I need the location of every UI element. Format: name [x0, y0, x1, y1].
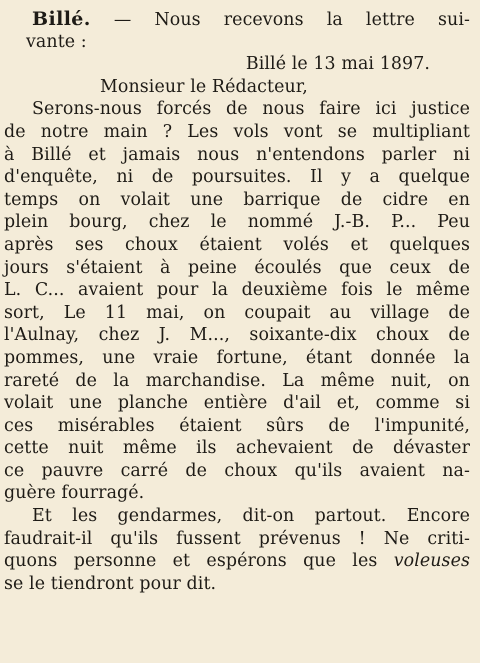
- p1-line: temps on volait une barrique de cidre en: [4, 189, 470, 210]
- p1-line: plein bourg, chez le nommé J.-B. P... Peu: [4, 212, 470, 233]
- p2-line-with-italic: [4, 550, 470, 573]
- paragraph-2: [4, 505, 470, 595]
- p1-line: de notre main ? Les vols vont se multipliant: [4, 121, 470, 142]
- italic-word: voleuses: [393, 551, 470, 572]
- p1-line: jours s'étaient à peine écoulés que ceux de: [4, 257, 470, 278]
- p2-line-text: quons personne et espérons que les: [4, 551, 378, 572]
- p2-line: Et les gendarmes, dit-on partout. Encore: [32, 506, 470, 527]
- salutation: Monsieur le Rédacteur,: [100, 76, 308, 97]
- p1-line: ces misérables étaient sûrs de l'impunité,: [4, 415, 470, 436]
- paragraph-1: [4, 98, 470, 505]
- p1-line: cette nuit même ils achevaient de dévaster: [4, 438, 470, 459]
- p1-line: L. C... avaient pour la deuxième fois le même: [4, 280, 470, 301]
- p1-line: Serons-nous forcés de nous faire ici justice: [32, 99, 470, 120]
- p1-line: sort, Le 11 mai, on coupait au village de: [4, 302, 470, 323]
- p1-line: après ses choux étaient volés et quelques: [4, 234, 470, 255]
- p1-line: l'Aulnay, chez J. M..., soixante-dix choux de: [4, 325, 470, 346]
- dateline: Billé le 13 mai 1897.: [245, 54, 430, 75]
- intro-text: — Nous recevons la lettre sui-: [90, 10, 470, 30]
- p2-line: faudrait-il qu'ils fussent prévenus ! Ne criti-: [4, 528, 470, 549]
- p1-line: pommes, une vraie fortune, étant donnée la: [4, 347, 470, 368]
- p2-last-line: se le tiendront pour dit.: [4, 573, 217, 594]
- p1-line: rareté de la marchandise. La même nuit, on: [4, 370, 470, 391]
- intro-line-1: [32, 8, 470, 31]
- p1-line: guère fourragé.: [4, 483, 145, 504]
- p1-line: volait une planche entière d'ail et, comme si: [4, 393, 470, 414]
- p1-line: d'enquête, ni de poursuites. Il y a quelque: [4, 167, 470, 188]
- intro-line-2: vante :: [26, 31, 87, 52]
- p1-line: à Billé et jamais nous n'entendons parler ni: [4, 144, 470, 165]
- p1-line: ce pauvre carré de choux qu'ils avaient na-: [4, 460, 470, 481]
- headline-place: Billé.: [32, 8, 91, 30]
